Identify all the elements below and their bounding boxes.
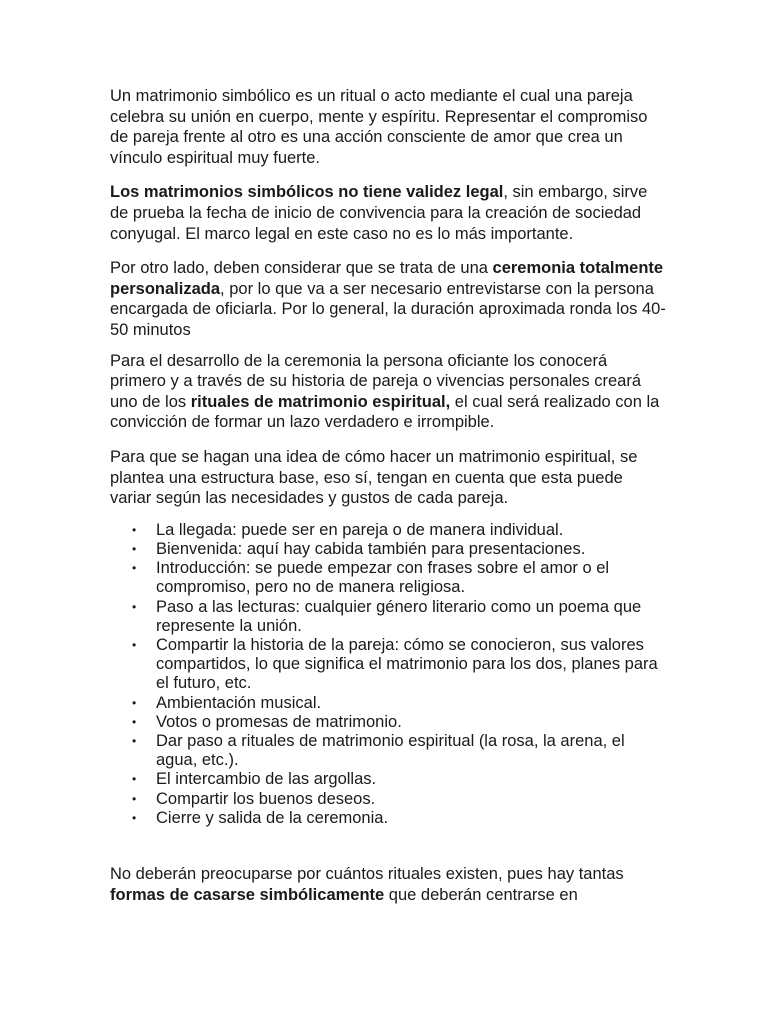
list-item [132,693,666,713]
personalized-ceremony-text-a: Por otro lado, deben considerar que se trata de una [110,259,493,278]
document-page [110,86,666,905]
ceremony-development-text-a: Para el desarrollo de la ceremonia la persona oficiante los conocerá primero y a través de su historia de pareja o vivencias personales creará uno de los [110,351,642,411]
list-item [132,770,666,789]
closing-text-a: No deberán preocuparse por cuántos rituales existen, pues hay tantas [110,864,624,883]
bullet-icon: • [132,810,137,825]
bullet-icon: • [132,541,137,556]
bullet-icon: • [132,637,137,652]
paragraph-closing [110,864,666,905]
list-item [132,789,666,809]
legal-validity-text: , sin embargo, sirve de prueba la fecha de inicio de convivencia para la creación de sociedad conyugal. El marco legal en este caso no es lo más importante. [110,183,648,243]
list-item-text: Introducción: se puede empezar con frases sobre el amor o el compromiso, pero no de manera religiosa. [156,559,610,597]
bullet-icon: • [132,561,137,576]
list-item-text: Cierre y salida de la ceremonia. [156,808,389,827]
ceremony-development-text-b: el cual será realizado con la convicción de formar un lazo verdadero e irrompible. [110,392,660,432]
list-item [132,731,666,770]
symbolic-forms-emphasis: formas de casarse simbólicamente [110,885,385,904]
personalized-ceremony-text-b: , por lo que va a ser necesario entrevistarse con la persona encargada de oficiarla. Por lo general, la duración aproximada ronda los 40-50 minutos [110,279,666,339]
list-item [132,808,666,828]
list-item-text: El intercambio de las argollas. [156,770,377,789]
paragraph-legal-validity [110,182,666,244]
bullet-icon: • [132,714,137,729]
paragraph-intro: Un matrimonio simbólico es un ritual o acto mediante el cual una pareja celebra su unión en cuerpo, mente y espíritu. Representar el compromiso de pareja frente al otro es una acción consciente de amor que crea un vínculo espiritual muy fuerte. [110,87,648,167]
paragraph-personalized-ceremony [110,258,666,340]
list-item-text: La llegada: puede ser en pareja o de manera individual. [156,520,564,539]
bullet-icon: • [132,791,137,806]
personalized-ceremony-emphasis: ceremonia totalmente personalizada [110,259,664,298]
closing-text-b: que deberán centrarse en [384,885,578,904]
list-item [132,597,666,636]
list-item-text: Bienvenida: aquí hay cabida también para presentaciones. [156,539,586,558]
list-item-text: Ambientación musical. [156,693,322,712]
list-item [132,712,666,732]
list-item-text: Dar paso a rituales de matrimonio espiritual (la rosa, la arena, el agua, etc.). [156,731,625,770]
ceremony-steps-list [110,521,666,828]
bullet-icon: • [132,522,137,537]
list-item-text: Votos o promesas de matrimonio. [156,712,402,731]
spiritual-rituals-emphasis: rituales de matrimonio espiritual, [190,392,451,411]
paragraph-base-structure: Para que se hagan una idea de cómo hacer un matrimonio espiritual, se plantea una estructura base, eso sí, tengan en cuenta que esta puede variar según las necesidades y gustos de cada pareja. [110,447,638,508]
list-item [132,635,666,694]
paragraph-ceremony-development [110,351,666,433]
list-item-text: Paso a las lecturas: cualquier género literario como un poema que represente la unión. [156,597,642,635]
list-item-text: Compartir la historia de la pareja: cómo se conocieron, sus valores compartidos, lo que significa el matrimonio para los dos, planes para el futuro, etc. [156,635,658,693]
bullet-icon: • [132,599,137,614]
list-item [132,520,666,540]
list-item-text: Compartir los buenos deseos. [156,789,376,808]
list-item [132,539,666,559]
bullet-icon: • [132,695,137,710]
legal-validity-emphasis: Los matrimonios simbólicos no tiene validez legal [110,183,504,202]
bullet-icon: • [132,772,137,787]
bullet-icon: • [132,733,137,748]
list-item [132,559,666,597]
